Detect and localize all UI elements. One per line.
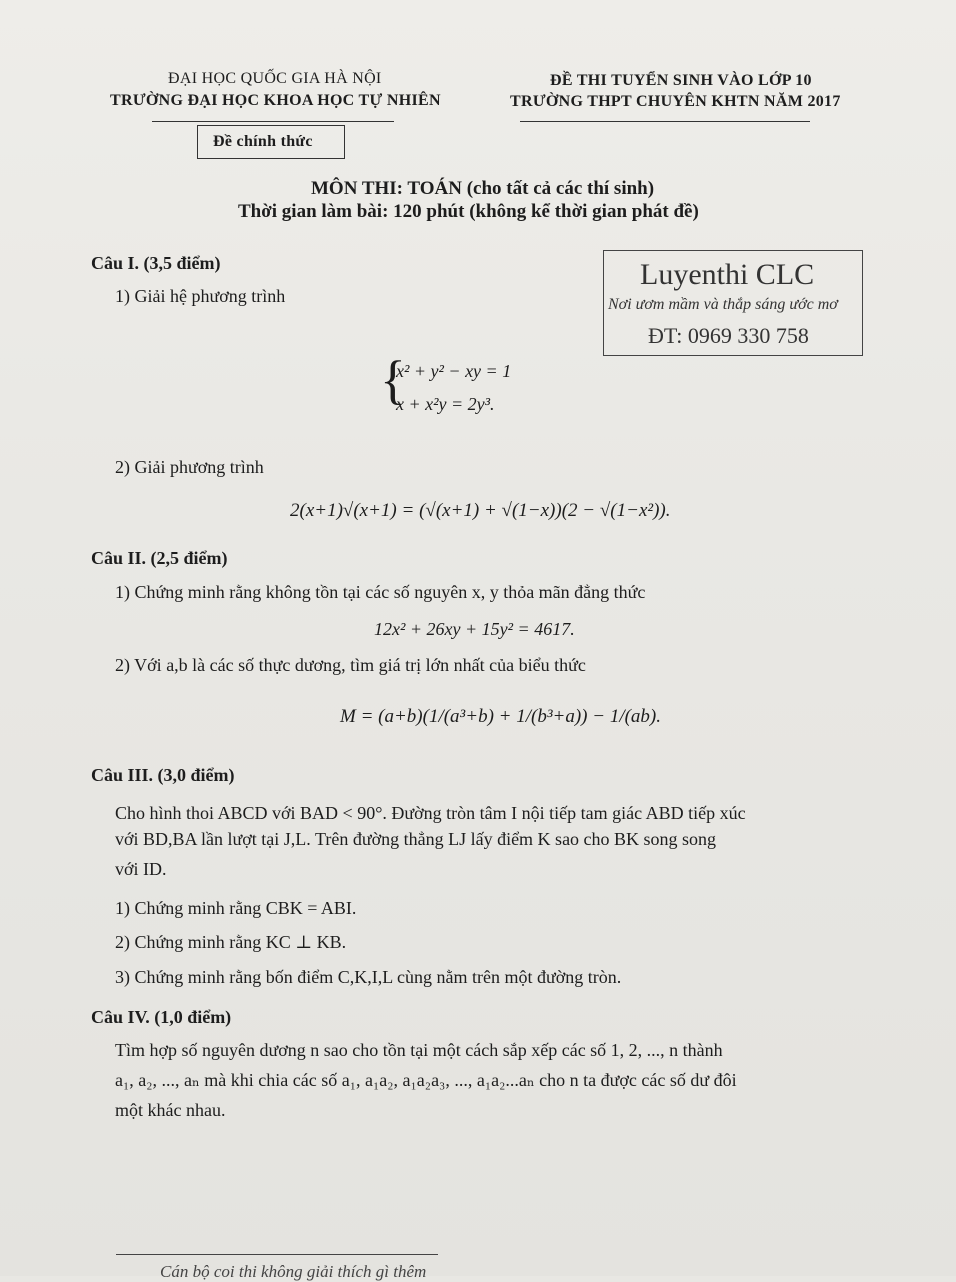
exam-school-year: TRƯỜNG THPT CHUYÊN KHTN NĂM 2017 [510, 93, 841, 110]
subject-line: MÔN THI: TOÁN (cho tất cả các thí sinh) [311, 178, 655, 199]
time-line: Thời gian làm bài: 120 phút (không kể thời gian phát đề) [238, 201, 699, 222]
q2-equation-1: 12x² + 26xy + 15y² = 4617. [374, 619, 575, 639]
official-label: Đề chính thức [213, 133, 313, 150]
q4-title: Câu IV. (1,0 điểm) [91, 1007, 232, 1027]
q3-body-line2: với BD,BA lần lượt tại J,L. Trên đường thẳng LJ lấy điểm K sao cho BK song song [115, 829, 717, 849]
header-right-underline [520, 121, 810, 122]
school-name: TRƯỜNG ĐẠI HỌC KHOA HỌC TỰ NHIÊN [110, 92, 441, 109]
q4-body-line2: a₁, a₂, ..., aₙ mà khi chia các số a₁, a₁a₂, a₁a₂a₃, ..., a₁a₂...aₙ cho n ta được các số dư đôi [115, 1070, 737, 1090]
q1-part2: 2) Giải phương trình [115, 457, 264, 477]
q2-title: Câu II. (2,5 điểm) [91, 548, 228, 568]
footer-rule [116, 1254, 438, 1255]
q3-part2: 2) Chứng minh rằng KC ⊥ KB. [115, 932, 347, 952]
header-left-underline [152, 121, 394, 122]
q3-body-line1: Cho hình thoi ABCD với BAD < 90°. Đường tròn tâm I nội tiếp tam giác ABD tiếp xúc [115, 803, 746, 823]
exam-title: ĐỀ THI TUYỂN SINH VÀO LỚP 10 [550, 72, 812, 89]
footer-note: Cán bộ coi thi không giải thích gì thêm [160, 1262, 427, 1281]
q2-equation-2: M = (a+b)(1/(a³+b) + 1/(b³+a)) − 1/(ab). [340, 706, 662, 727]
q1-equation-b: x + x²y = 2y³. [396, 394, 495, 414]
system-brace: { [380, 350, 406, 410]
q3-title: Câu III. (3,0 điểm) [91, 765, 235, 785]
q1-equation-a: x² + y² − xy = 1 [396, 361, 512, 381]
q4-body-line1: Tìm hợp số nguyên dương n sao cho tồn tại một cách sắp xếp các số 1, 2, ..., n thành [115, 1040, 723, 1060]
q1-title: Câu I. (3,5 điểm) [91, 253, 221, 273]
stamp-phone: ĐT: 0969 330 758 [648, 323, 809, 348]
q3-part3: 3) Chứng minh rằng bốn điểm C,K,I,L cùng nằm trên một đường tròn. [115, 967, 622, 987]
stamp-slogan: Nơi ươm mầm và thắp sáng ước mơ [608, 296, 838, 313]
q2-part2: 2) Với a,b là các số thực dương, tìm giá trị lớn nhất của biểu thức [115, 655, 586, 675]
q1-equation-2: 2(x+1)√(x+1) = (√(x+1) + √(1−x))(2 − √(1−x²)). [290, 500, 671, 521]
q2-part1: 1) Chứng minh rằng không tồn tại các số nguyên x, y thỏa mãn đẳng thức [115, 582, 646, 602]
q4-body-line3: một khác nhau. [115, 1100, 226, 1120]
stamp-name: Luyenthi CLC [640, 258, 815, 291]
q3-body-line3: với ID. [115, 859, 167, 879]
university-name: ĐẠI HỌC QUỐC GIA HÀ NỘI [168, 70, 382, 87]
q1-part1: 1) Giải hệ phương trình [115, 286, 286, 306]
q3-part1: 1) Chứng minh rằng CBK = ABI. [115, 898, 357, 918]
